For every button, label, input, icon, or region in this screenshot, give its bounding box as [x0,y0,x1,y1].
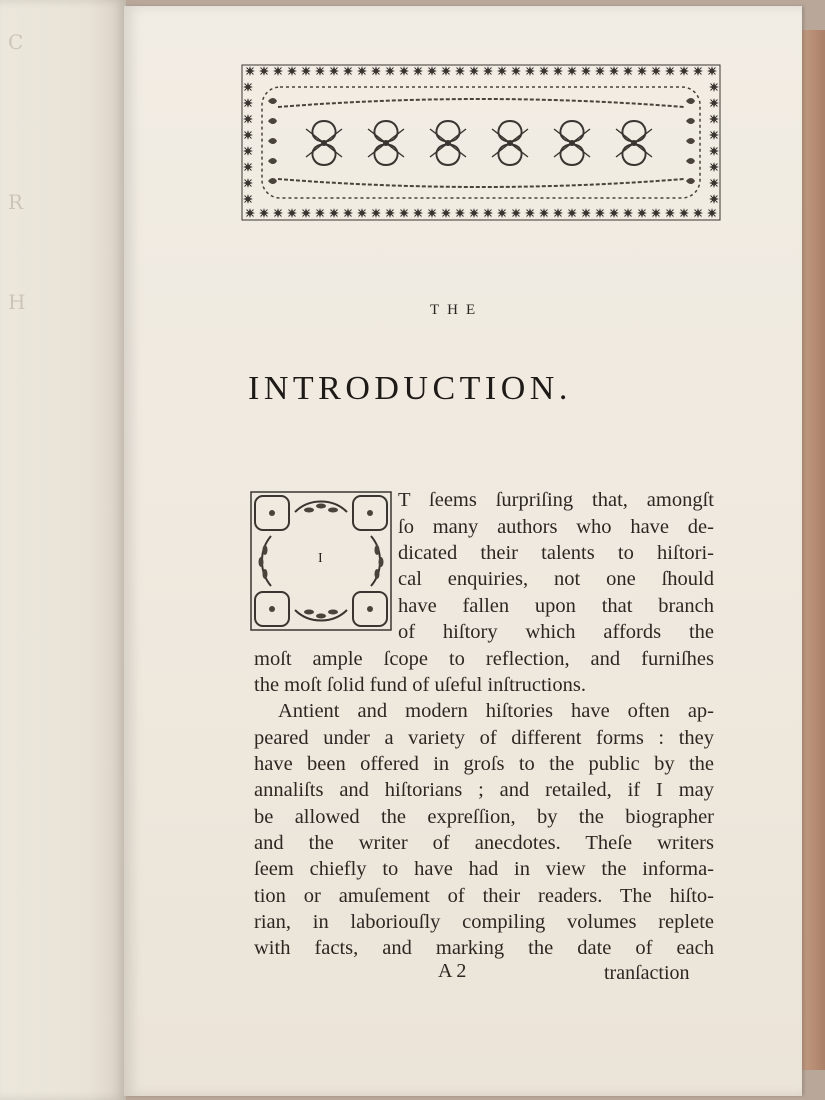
drop-cap-letter: I [318,551,323,566]
central-motifs [306,121,652,165]
bleed-through-text: C [8,30,24,54]
text-line: have been offered in groſs to the public by the [254,753,714,775]
text-line: T ſeems ſurpriſing that, amongſt [398,489,714,511]
text-line: be allowed the expreſſion, by the biographer [254,806,714,828]
border-stars-bottom [245,208,717,218]
bleed-through-text: R [8,190,24,214]
page-title: INTRODUCTION. [248,370,572,407]
signature-mark: A 2 [438,960,467,982]
text-line: have fallen upon that branch [398,595,714,617]
text-line: dicated their talents to hiſtori- [398,542,714,564]
text-line: ſeem chiefly to have had in view the informa- [254,858,714,880]
text-line: the moſt ſolid fund of uſeful inſtructions. [254,674,586,696]
text-line: cal enquiries, not one ſhould [398,568,714,590]
border-stars-right [709,82,719,204]
text-line: peared under a variety of different forms : they [254,727,714,749]
border-stars-top [245,66,717,76]
border-stars-left [243,82,253,204]
bleed-through-text: H [8,290,26,314]
left-page [0,0,126,1100]
text-line: of hiſtory which affords the [398,621,714,643]
heading-the: THE [430,302,484,318]
catchword: tranſaction [604,962,690,984]
text-line: with facts, and marking the date of each [254,937,714,959]
text-line: tion or amuſement of their readers. The hiſto- [254,885,714,907]
ornamental-headpiece [238,61,724,224]
text-line: ſo many authors who have de- [398,516,714,538]
text-line: rian, in laboriouſly compiling volumes replete [254,911,714,933]
text-line: moſt ample ſcope to reflection, and furniſhes [254,648,714,670]
text-line: and the writer of anecdotes. Theſe writers [254,832,714,854]
text-line: Antient and modern hiſtories have often ap- [278,700,714,722]
text-line: annaliſts and hiſtorians ; and retailed, if I may [254,779,714,801]
